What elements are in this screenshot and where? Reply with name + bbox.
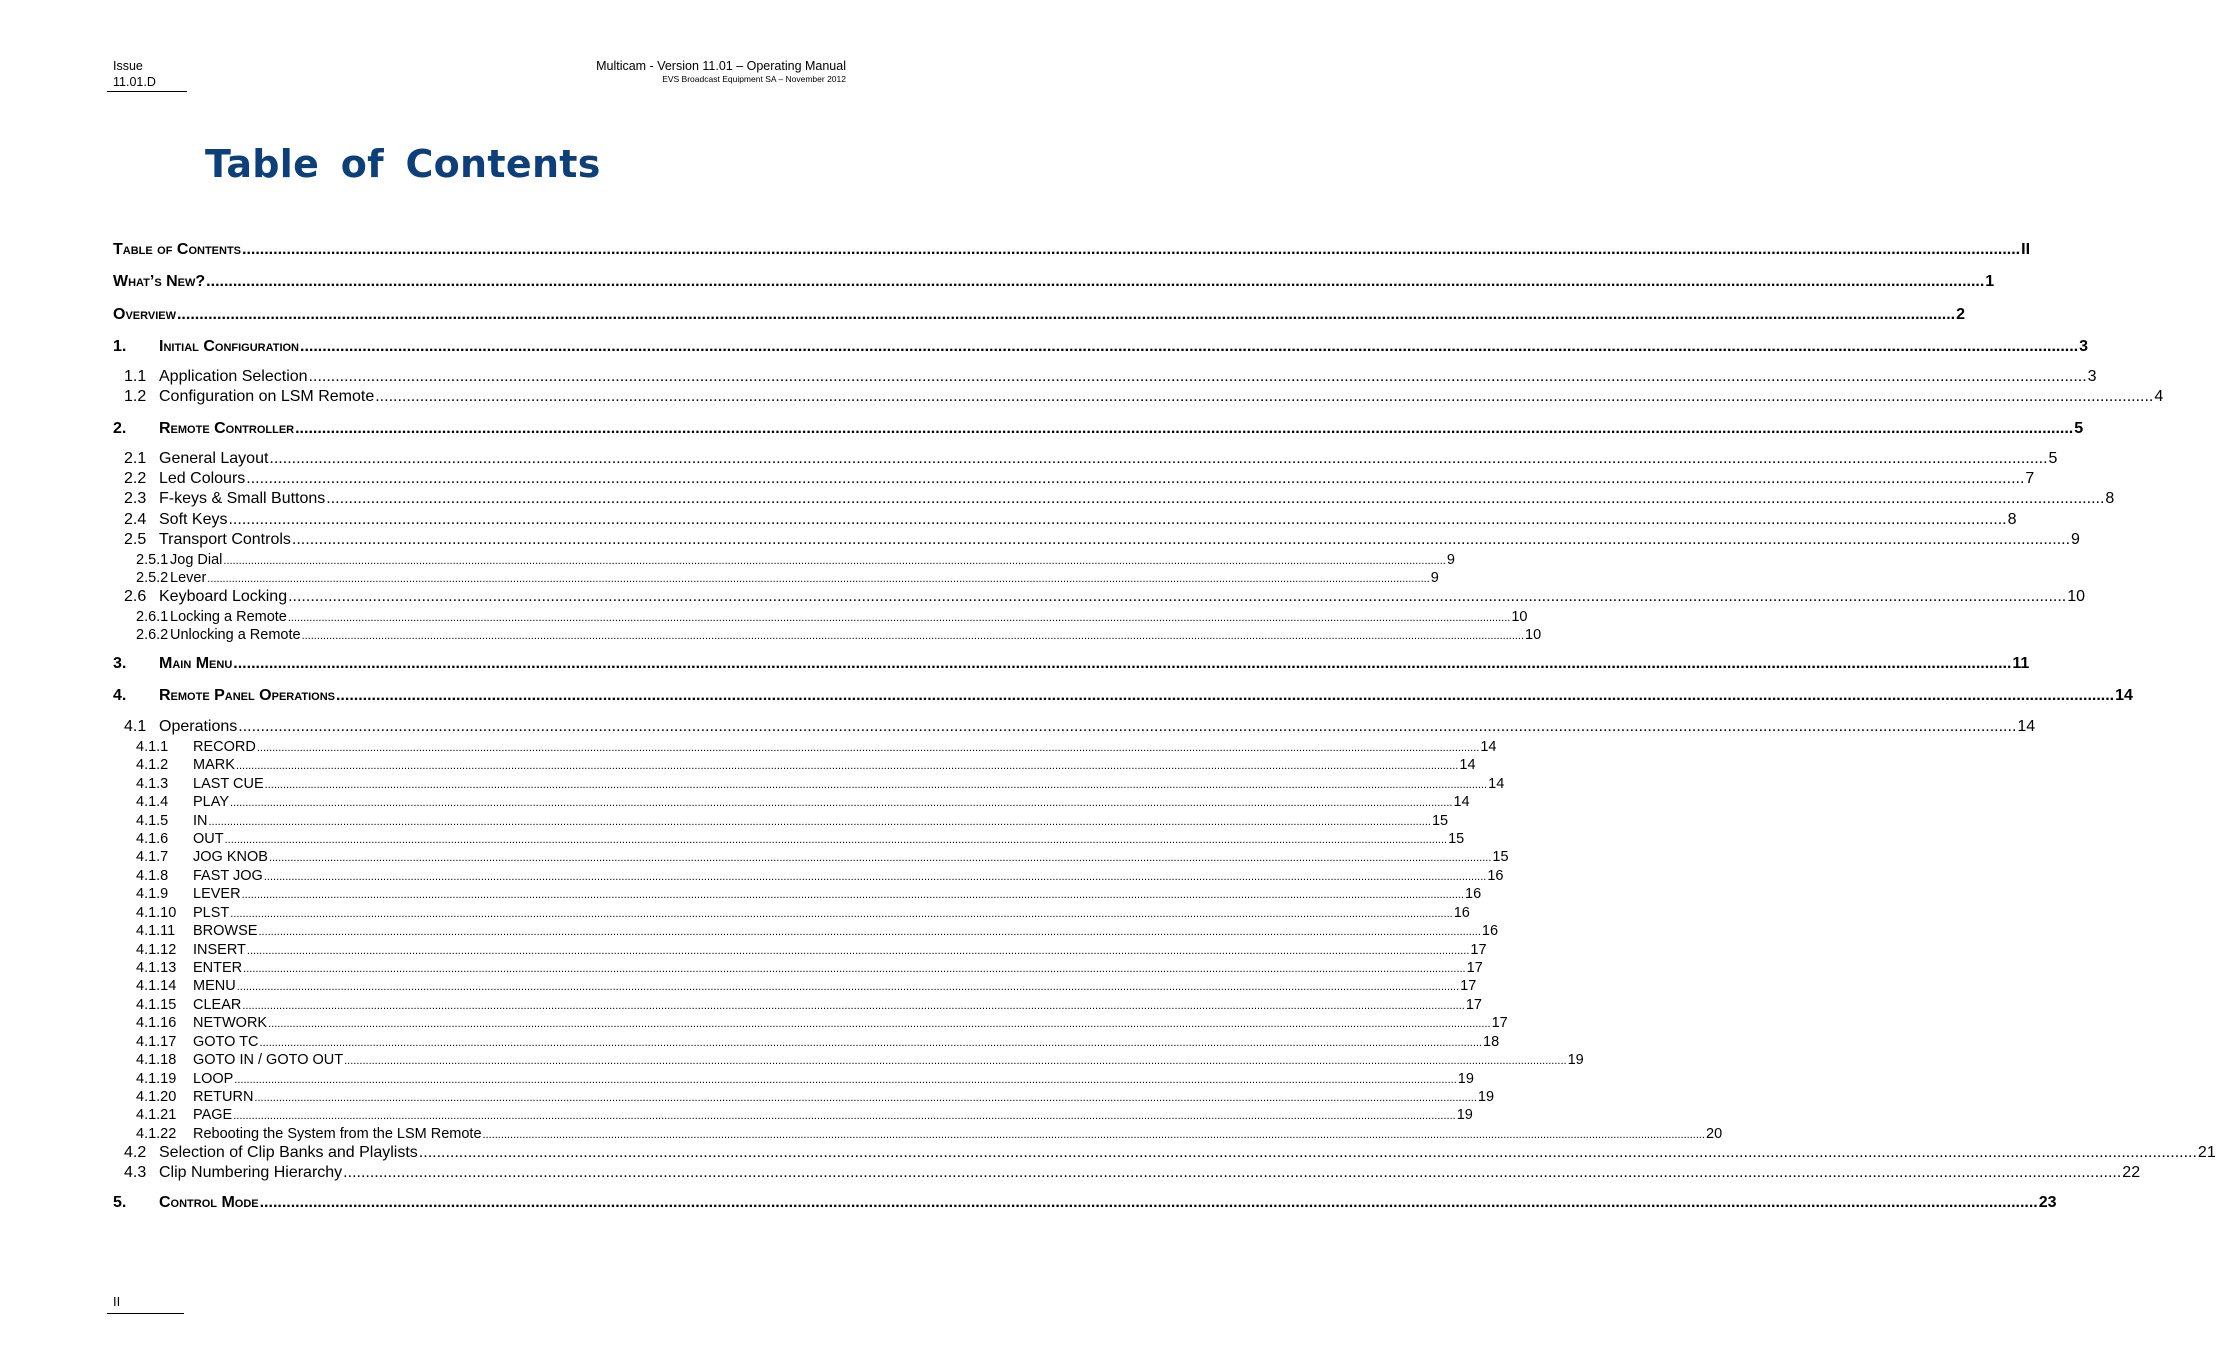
toc-leader-dots: ................................................................................................................................................................................................................................................................................................................................................................................................................ [238, 718, 2017, 736]
toc-entry-number: 3. [113, 655, 127, 673]
toc-leader-dots: ................................................................................................................................................................................................................................................................................................................................................................................................................ [208, 816, 1431, 828]
toc-entry-number: 2.4 [124, 511, 147, 529]
toc-entry[interactable] [113, 655, 2030, 673]
toc-entry-number: 4.1.6 [136, 831, 169, 847]
toc-entry-number: 4.1.13 [136, 960, 177, 976]
toc-entry[interactable] [113, 776, 1505, 792]
toc-entry-page: 17 [1466, 960, 1483, 976]
toc-leader-dots: ................................................................................................................................................................................................................................................................................................................................................................................................................ [264, 779, 1488, 791]
toc-entry[interactable] [113, 813, 1449, 829]
doc-subtitle: EVS Broadcast Equipment SA – November 2012 [662, 74, 846, 84]
toc-entry[interactable] [113, 570, 1439, 586]
toc-leader-dots: ................................................................................................................................................................................................................................................................................................................................................................................................................ [326, 490, 2105, 508]
toc-entry-page: 19 [1457, 1071, 1474, 1087]
toc-entry-page: 21 [2197, 1144, 2216, 1162]
toc-entry-number: 4.2 [124, 1144, 147, 1162]
toc-entry[interactable] [113, 1126, 1723, 1142]
toc-entry-title: LEVER [193, 886, 241, 902]
toc-entry[interactable] [113, 531, 2080, 549]
toc-entry-page: 17 [1460, 978, 1477, 994]
toc-entry-number: 4.1.11 [136, 923, 176, 939]
doc-title: Multicam - Version 11.01 – Operating Manual [596, 59, 846, 73]
toc-entry-page: 5 [2074, 420, 2084, 438]
toc-entry-page: 19 [1567, 1052, 1584, 1068]
toc-entry-page: 15 [1431, 813, 1449, 829]
toc-entry-title: Initial Configuration [159, 338, 300, 356]
toc-entry[interactable] [113, 1194, 2057, 1212]
toc-entry-title: F-keys & Small Buttons [159, 490, 326, 508]
toc-leader-dots: ................................................................................................................................................................................................................................................................................................................................................................................................................ [228, 511, 2007, 529]
toc-entry-title: CLEAR [193, 997, 242, 1013]
toc-entry-title: Remote Panel Operations [159, 687, 335, 705]
footer-rule [107, 1313, 184, 1314]
toc-entry-number: 4.1.2 [136, 757, 169, 773]
toc-leader-dots: ................................................................................................................................................................................................................................................................................................................................................................................................................ [288, 588, 2067, 606]
toc-leader-dots: ................................................................................................................................................................................................................................................................................................................................................................................................................ [236, 981, 1460, 993]
issue-label: Issue [113, 59, 143, 73]
toc-leader-dots: ................................................................................................................................................................................................................................................................................................................................................................................................................ [258, 926, 1481, 938]
toc-entry-number: 4.1.10 [136, 905, 177, 921]
toc-entry-title: Main Menu [159, 655, 233, 673]
toc-leader-dots: ................................................................................................................................................................................................................................................................................................................................................................................................................ [301, 630, 1525, 642]
toc-leader-dots: ................................................................................................................................................................................................................................................................................................................................................................................................................ [246, 470, 2025, 488]
toc-entry-title: LAST CUE [193, 776, 264, 792]
toc-entry[interactable] [113, 627, 1542, 643]
toc-entry-title: PAGE [193, 1107, 233, 1123]
toc-entry-page: 9 [2071, 531, 2080, 549]
toc-entry-title: RECORD [193, 739, 256, 755]
toc-entry-number: 4.1.20 [136, 1089, 177, 1105]
toc-leader-dots: ................................................................................................................................................................................................................................................................................................................................................................................................................ [230, 908, 1453, 920]
toc-entry-number: 4.1.21 [136, 1107, 177, 1123]
issue-number: 11.01.D [113, 75, 156, 89]
toc-entry[interactable] [113, 886, 1482, 902]
toc-entry-page: 10 [1511, 609, 1528, 625]
toc-leader-dots: ................................................................................................................................................................................................................................................................................................................................................................................................................ [482, 1129, 1705, 1141]
toc-entry-title: JOG KNOB [193, 849, 268, 865]
toc-entry-title: Operations [159, 718, 238, 736]
toc-entry-page: 17 [1465, 997, 1482, 1013]
toc-entry[interactable] [113, 1089, 1495, 1105]
toc-entry-title: Keyboard Locking [159, 588, 288, 606]
toc-leader-dots: ................................................................................................................................................................................................................................................................................................................................................................................................................ [295, 420, 2074, 438]
page-title: Table of Contents [205, 142, 601, 186]
toc-leader-dots: ................................................................................................................................................................................................................................................................................................................................................................................................................ [259, 1037, 1482, 1049]
toc-entry-number: 4.1.3 [136, 776, 169, 792]
toc-entry-title: Transport Controls [159, 531, 291, 549]
toc-entry-number: 1.1 [124, 368, 147, 386]
toc-entry-page: 2 [1956, 306, 1966, 324]
toc-entry-number: 4.1.9 [136, 886, 169, 902]
toc-entry-page: 14 [2017, 718, 2036, 736]
toc-leader-dots: ................................................................................................................................................................................................................................................................................................................................................................................................................ [207, 573, 1430, 585]
toc-entry[interactable] [113, 490, 2115, 508]
toc-entry-number: 2.5.2 [136, 570, 169, 586]
toc-entry[interactable] [113, 794, 1470, 810]
toc-entry[interactable] [113, 831, 1465, 847]
toc-entry-title: IN [193, 813, 208, 829]
toc-entry-title: INSERT [193, 942, 246, 958]
toc-entry-title: Control Mode [159, 1194, 259, 1212]
toc-leader-dots: ................................................................................................................................................................................................................................................................................................................................................................................................................ [242, 241, 2021, 259]
toc-leader-dots: ................................................................................................................................................................................................................................................................................................................................................................................................................ [335, 687, 2115, 705]
toc-entry-title: ENTER [193, 960, 243, 976]
toc-entry-page: 10 [1525, 627, 1542, 643]
toc-entry-title: Table of Contents [113, 241, 241, 259]
toc-leader-dots: ................................................................................................................................................................................................................................................................................................................................................................................................................ [375, 388, 2154, 406]
toc-entry-page: 1 [1985, 273, 1995, 291]
toc-entry-page: 18 [1483, 1034, 1500, 1050]
toc-leader-dots: ................................................................................................................................................................................................................................................................................................................................................................................................................ [224, 834, 1448, 846]
toc-entry-page: 19 [1477, 1089, 1495, 1105]
toc-entry[interactable] [113, 511, 2017, 529]
toc-entry-page: 22 [2122, 1164, 2141, 1182]
toc-leader-dots: ................................................................................................................................................................................................................................................................................................................................................................................................................ [223, 555, 1446, 567]
toc-entry[interactable] [113, 1164, 2141, 1182]
toc-entry-number: 2.5 [124, 531, 147, 549]
toc-entry-number: 4.1.16 [136, 1015, 177, 1031]
toc-entry-number: 2.6 [124, 588, 147, 606]
toc-entry[interactable] [113, 1071, 1474, 1087]
toc-entry-page: 9 [1446, 552, 1455, 568]
toc-entry-title: Soft Keys [159, 511, 228, 529]
toc-entry[interactable] [113, 388, 2164, 406]
toc-entry-title: General Layout [159, 450, 269, 468]
toc-entry-number: 4.1.19 [136, 1071, 177, 1087]
toc-entry-number: 2.6.2 [136, 627, 169, 643]
toc-entry[interactable] [113, 997, 1482, 1013]
toc-entry[interactable] [113, 470, 2035, 488]
toc-entry-title: PLST [193, 905, 230, 921]
toc-entry[interactable] [113, 868, 1504, 884]
toc-entry-number: 1.2 [124, 388, 147, 406]
toc-leader-dots: ................................................................................................................................................................................................................................................................................................................................................................................................................ [176, 306, 1956, 324]
toc-entry-page: 14 [2115, 687, 2133, 705]
toc-entry-number: 2. [113, 420, 127, 438]
toc-entry-number: 2.3 [124, 490, 147, 508]
toc-entry-page: 7 [2025, 470, 2035, 488]
toc-leader-dots: ................................................................................................................................................................................................................................................................................................................................................................................................................ [291, 531, 2071, 549]
toc-entry-title: LOOP [193, 1071, 234, 1087]
toc-entry-title: GOTO IN / GOTO OUT [193, 1052, 344, 1068]
toc-entry-number: 4.3 [124, 1164, 147, 1182]
toc-entry[interactable] [113, 450, 2058, 468]
toc-entry-page: 8 [2105, 490, 2115, 508]
toc-entry-page: 3 [2079, 338, 2089, 356]
toc-entry[interactable] [113, 368, 2097, 386]
toc-leader-dots: ................................................................................................................................................................................................................................................................................................................................................................................................................ [230, 797, 1453, 809]
toc-entry[interactable] [113, 420, 2084, 438]
toc-entry[interactable] [113, 552, 1455, 568]
toc-entry-title: GOTO TC [193, 1034, 259, 1050]
toc-entry-page: 5 [2048, 450, 2058, 468]
toc-entry-number: 4.1.7 [136, 849, 169, 865]
toc-leader-dots: ................................................................................................................................................................................................................................................................................................................................................................................................................ [246, 945, 1470, 957]
toc-entry-page: 8 [2007, 511, 2017, 529]
toc-entry[interactable] [113, 849, 1509, 865]
toc-entry[interactable] [113, 942, 1487, 958]
toc-entry-page: 4 [2154, 388, 2164, 406]
toc-entry-number: 4.1.4 [136, 794, 169, 810]
toc-entry-title: Led Colours [159, 470, 246, 488]
toc-entry-title: RETURN [193, 1089, 254, 1105]
toc-leader-dots: ................................................................................................................................................................................................................................................................................................................................................................................................................ [234, 1074, 1457, 1086]
toc-entry-page: 16 [1453, 905, 1470, 921]
toc-entry[interactable] [113, 588, 2086, 606]
toc-entry[interactable] [113, 241, 2031, 259]
toc-leader-dots: ................................................................................................................................................................................................................................................................................................................................................................................................................ [343, 1164, 2122, 1182]
toc-entry-title: BROWSE [193, 923, 258, 939]
toc-leader-dots: ................................................................................................................................................................................................................................................................................................................................................................................................................ [235, 760, 1459, 772]
toc-leader-dots: ................................................................................................................................................................................................................................................................................................................................................................................................................ [206, 273, 1985, 291]
toc-leader-dots: ................................................................................................................................................................................................................................................................................................................................................................................................................ [254, 1092, 1477, 1104]
header-rule [107, 91, 187, 92]
toc-entry-number: 4.1.22 [136, 1126, 177, 1142]
toc-entry-title: Unlocking a Remote [170, 627, 301, 643]
toc-entry-page: 17 [1491, 1015, 1508, 1031]
toc-entry-title: Overview [113, 306, 176, 324]
toc-leader-dots: ................................................................................................................................................................................................................................................................................................................................................................................................................ [243, 963, 1466, 975]
header-right [596, 58, 846, 85]
toc-entry[interactable] [113, 978, 1477, 994]
toc-entry-title: Remote Controller [159, 420, 295, 438]
toc-entry-number: 4.1.14 [136, 978, 177, 994]
toc-entry-number: 4.1.1 [136, 739, 169, 755]
toc-entry-page: 14 [1488, 776, 1505, 792]
toc-entry[interactable] [113, 757, 1476, 773]
toc-entry[interactable] [113, 1034, 1500, 1050]
toc-leader-dots: ................................................................................................................................................................................................................................................................................................................................................................................................................ [300, 338, 2079, 356]
toc-entry-title: Selection of Clip Banks and Playlists [159, 1144, 418, 1162]
toc-entry-number: 5. [113, 1194, 127, 1212]
toc-entry[interactable] [113, 306, 1966, 324]
toc-entry-number: 4.1.12 [136, 942, 177, 958]
toc-leader-dots: ................................................................................................................................................................................................................................................................................................................................................................................................................ [268, 1018, 1491, 1030]
toc-entry-number: 2.2 [124, 470, 147, 488]
toc-entry[interactable] [113, 1144, 2216, 1162]
toc-entry-title: PLAY [193, 794, 230, 810]
toc-entry-page: 15 [1492, 849, 1509, 865]
toc-entry-page: 3 [2087, 368, 2097, 386]
toc-entry[interactable] [113, 905, 1470, 921]
toc-entry-title: Clip Numbering Hierarchy [159, 1164, 343, 1182]
toc-entry-page: 9 [1430, 570, 1439, 586]
toc-entry-title: Rebooting the System from the LSM Remote [193, 1126, 482, 1142]
toc-entry[interactable] [113, 687, 2133, 705]
toc-entry-page: 11 [2012, 655, 2030, 673]
toc-entry-page: 14 [1459, 757, 1476, 773]
toc-entry[interactable] [113, 338, 2089, 356]
toc-entry-number: 4.1.8 [136, 868, 169, 884]
toc-entry-number: 2.5.1 [136, 552, 169, 568]
toc-entry[interactable] [113, 718, 2036, 736]
toc-entry[interactable] [113, 273, 1995, 291]
toc-entry-page: 14 [1453, 794, 1470, 810]
toc-leader-dots: ................................................................................................................................................................................................................................................................................................................................................................................................................ [241, 889, 1465, 901]
toc-entry-title: MENU [193, 978, 236, 994]
toc-entry-title: OUT [193, 831, 224, 847]
toc-entry-number: 4.1.17 [136, 1034, 177, 1050]
toc-leader-dots: ................................................................................................................................................................................................................................................................................................................................................................................................................ [287, 612, 1511, 624]
toc-entry-page: 20 [1706, 1126, 1723, 1142]
toc-entry-page: 16 [1481, 923, 1499, 939]
toc-entry-number: 1. [113, 338, 127, 356]
toc-entry-title: Lever [170, 570, 207, 586]
toc-entry-page: 16 [1465, 886, 1482, 902]
toc-leader-dots: ................................................................................................................................................................................................................................................................................................................................................................................................................ [308, 368, 2087, 386]
toc-leader-dots: ................................................................................................................................................................................................................................................................................................................................................................................................................ [233, 655, 2012, 673]
toc-entry-number: 4. [113, 687, 127, 705]
toc-entry[interactable] [113, 1107, 1473, 1123]
toc-entry-title: Jog Dial [170, 552, 223, 568]
toc-leader-dots: ................................................................................................................................................................................................................................................................................................................................................................................................................ [268, 852, 1492, 864]
toc-entry-number: 4.1.5 [136, 813, 169, 829]
toc-entry[interactable] [113, 923, 1499, 939]
toc-leader-dots: ................................................................................................................................................................................................................................................................................................................................................................................................................ [233, 1110, 1456, 1122]
toc-leader-dots: ................................................................................................................................................................................................................................................................................................................................................................................................................ [259, 1194, 2038, 1212]
toc-entry-page: II [2021, 241, 2031, 259]
toc-entry-number: 4.1 [124, 718, 147, 736]
toc-entry-title: MARK [193, 757, 235, 773]
toc-entry[interactable] [113, 1052, 1584, 1068]
toc-entry-page: 17 [1470, 942, 1487, 958]
toc-entry[interactable] [113, 739, 1497, 755]
toc-leader-dots: ................................................................................................................................................................................................................................................................................................................................................................................................................ [418, 1144, 2197, 1162]
toc-entry-title: Configuration on LSM Remote [159, 388, 375, 406]
toc-entry-page: 15 [1448, 831, 1465, 847]
toc-entry[interactable] [113, 960, 1483, 976]
toc-entry-number: 4.1.15 [136, 997, 177, 1013]
toc-entry-title: What’s New? [113, 273, 206, 291]
toc-leader-dots: ................................................................................................................................................................................................................................................................................................................................................................................................................ [242, 1000, 1465, 1012]
toc-entry-number: 2.6.1 [136, 609, 169, 625]
toc-leader-dots: ................................................................................................................................................................................................................................................................................................................................................................................................................ [269, 450, 2048, 468]
toc-leader-dots: ................................................................................................................................................................................................................................................................................................................................................................................................................ [263, 871, 1487, 883]
toc-entry-page: 19 [1456, 1107, 1473, 1123]
toc-entry-number: 2.1 [124, 450, 147, 468]
toc-entry-title: FAST JOG [193, 868, 263, 884]
toc-leader-dots: ................................................................................................................................................................................................................................................................................................................................................................................................................ [256, 742, 1480, 754]
toc-entry-page: 23 [2038, 1194, 2057, 1212]
toc-leader-dots: ................................................................................................................................................................................................................................................................................................................................................................................................................ [344, 1055, 1567, 1067]
toc-entry-title: Application Selection [159, 368, 308, 386]
toc-entry-number: 4.1.18 [136, 1052, 177, 1068]
toc-entry-page: 14 [1480, 739, 1497, 755]
toc-entry-title: NETWORK [193, 1015, 268, 1031]
toc-entry[interactable] [113, 609, 1528, 625]
toc-entry[interactable] [113, 1015, 1508, 1031]
toc-entry-title: Locking a Remote [170, 609, 287, 625]
footer-page-number: II [113, 1294, 121, 1309]
toc-entry-page: 10 [2067, 588, 2086, 606]
toc-entry-page: 16 [1487, 868, 1504, 884]
